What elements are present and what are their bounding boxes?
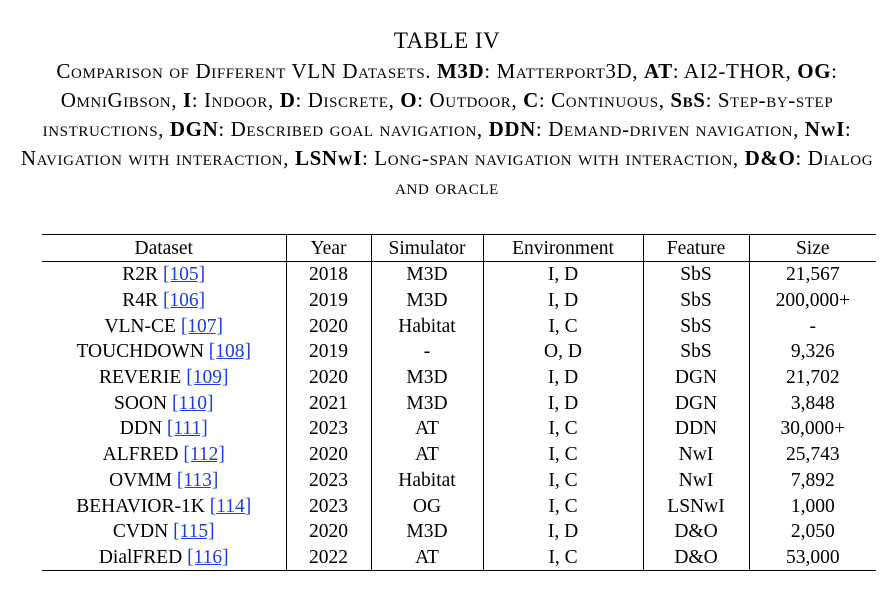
cell-environment: I, C: [483, 545, 643, 571]
cell-environment: I, C: [483, 416, 643, 442]
abbreviation-value: Step-by-step instructions: [42, 88, 834, 141]
abbreviation-key: AT: [643, 59, 673, 83]
cell-year: 2023: [286, 493, 371, 519]
cell-environment: I, D: [483, 365, 643, 391]
table-row: [42, 390, 876, 416]
cell-year: 2020: [286, 442, 371, 468]
header-dataset: Dataset: [42, 235, 286, 262]
citation-link[interactable]: [113]: [176, 469, 219, 491]
dataset-name: DialFRED: [98, 546, 183, 568]
dataset-name: R2R: [122, 264, 159, 286]
table-title: TABLE IV: [393, 28, 501, 53]
citation-link[interactable]: [111]: [166, 418, 208, 440]
dataset-name: SOON: [114, 392, 168, 414]
dataset-name: OVMM: [109, 469, 172, 491]
cell-environment: O, D: [483, 339, 643, 365]
table-body: [42, 262, 876, 571]
cell-dataset: [42, 339, 286, 365]
cell-feature: DGN: [643, 365, 749, 391]
abbreviation-value: Indoor: [204, 88, 268, 112]
dataset-name: TOUCHDOWN: [76, 341, 204, 363]
dataset-name: VLN-CE: [104, 315, 176, 337]
cell-simulator: M3D: [371, 365, 483, 391]
cell-environment: I, D: [483, 288, 643, 314]
cell-dataset: [42, 468, 286, 494]
cell-year: 2022: [286, 545, 371, 571]
table-row: [42, 313, 876, 339]
header-simulator: Simulator: [371, 235, 483, 262]
dataset-name: ALFRED: [102, 444, 179, 466]
citation-link[interactable]: [114]: [209, 495, 252, 517]
cell-size: 53,000: [749, 545, 876, 571]
citation-link[interactable]: [116]: [187, 546, 229, 568]
cell-feature: SbS: [643, 288, 749, 314]
header-year: Year: [286, 235, 371, 262]
vln-datasets-table: [42, 234, 876, 571]
dataset-name: DDN: [119, 418, 163, 440]
cell-dataset: [42, 519, 286, 545]
abbreviation-key: OG: [797, 59, 832, 83]
abbreviation-key: NwI: [804, 117, 845, 141]
cell-size: 21,702: [749, 365, 876, 391]
cell-dataset: [42, 288, 286, 314]
cell-simulator: M3D: [371, 519, 483, 545]
abbreviation-list: M3D: Matterport3D, AT: AI2-THOR, OG: OmniGibson, I: Indoor, D: Discrete, O: Outdoor, C: Continuous, SbS: Step-by-step instructions, DGN: Described goal navigation, DDN: Demand-driven navigation, NwI: Navigation with interaction, LSNwI: Long-span navigation with interaction, D&O: Dialog and oracle: [20, 59, 874, 199]
dataset-name: CVDN: [112, 521, 169, 543]
table-row: [42, 365, 876, 391]
cell-simulator: -: [371, 339, 483, 365]
cell-year: 2023: [286, 468, 371, 494]
citation-link[interactable]: [105]: [162, 264, 206, 286]
dataset-name: BEHAVIOR-1K: [76, 495, 205, 517]
table-row: [42, 493, 876, 519]
cell-simulator: AT: [371, 545, 483, 571]
citation-link[interactable]: [115]: [173, 521, 215, 543]
cell-feature: SbS: [643, 339, 749, 365]
table-row: [42, 442, 876, 468]
cell-size: 9,326: [749, 339, 876, 365]
abbreviation-value: OmniGibson: [60, 88, 172, 112]
table-caption: [20, 57, 874, 202]
dataset-name: R4R: [122, 290, 159, 312]
cell-simulator: Habitat: [371, 313, 483, 339]
cell-dataset: [42, 262, 286, 288]
cell-size: 7,892: [749, 468, 876, 494]
dataset-name: REVERIE: [99, 367, 182, 389]
cell-size: 2,050: [749, 519, 876, 545]
cell-size: 3,848: [749, 390, 876, 416]
abbreviation-key: O: [400, 88, 418, 112]
cell-year: 2021: [286, 390, 371, 416]
cell-environment: I, D: [483, 390, 643, 416]
cell-feature: DGN: [643, 390, 749, 416]
table-row: [42, 416, 876, 442]
abbreviation-value: Outdoor: [429, 88, 512, 112]
cell-environment: I, D: [483, 262, 643, 288]
cell-simulator: Habitat: [371, 468, 483, 494]
cell-dataset: [42, 416, 286, 442]
abbreviation-key: SbS: [670, 88, 706, 112]
cell-environment: I, C: [483, 313, 643, 339]
abbreviation-value: Described goal navigation: [230, 117, 477, 141]
cell-size: -: [749, 313, 876, 339]
abbreviation-key: C: [523, 88, 539, 112]
cell-feature: SbS: [643, 313, 749, 339]
cell-simulator: M3D: [371, 390, 483, 416]
cell-dataset: [42, 493, 286, 519]
abbreviation-value: Dialog and oracle: [395, 146, 874, 199]
cell-feature: NwI: [643, 468, 749, 494]
citation-link[interactable]: [106]: [162, 290, 206, 312]
cell-year: 2018: [286, 262, 371, 288]
abbreviation-key: D&O: [744, 146, 796, 170]
abbreviation-value: Discrete: [307, 88, 389, 112]
cell-size: 25,743: [749, 442, 876, 468]
cell-size: 1,000: [749, 493, 876, 519]
abbreviation-value: Continuous: [551, 88, 659, 112]
cell-feature: NwI: [643, 442, 749, 468]
header-environment: Environment: [483, 235, 643, 262]
cell-year: 2020: [286, 365, 371, 391]
cell-environment: I, C: [483, 468, 643, 494]
table-row: [42, 468, 876, 494]
abbreviation-value: Long-span navigation with interaction: [374, 146, 733, 170]
cell-feature: SbS: [643, 262, 749, 288]
cell-year: 2019: [286, 288, 371, 314]
citation-link[interactable]: [109]: [186, 367, 229, 389]
citation-link[interactable]: [107]: [180, 315, 224, 337]
citation-link[interactable]: [108]: [208, 341, 252, 363]
abbreviation-value: Navigation with interaction: [20, 146, 284, 170]
abbreviation-key: LSNwI: [294, 146, 362, 170]
cell-environment: I, C: [483, 442, 643, 468]
cell-year: 2020: [286, 313, 371, 339]
cell-simulator: OG: [371, 493, 483, 519]
cell-feature: D&O: [643, 519, 749, 545]
abbreviation-key: DDN: [488, 117, 536, 141]
cell-dataset: [42, 545, 286, 571]
cell-feature: DDN: [643, 416, 749, 442]
cell-feature: LSNwI: [643, 493, 749, 519]
abbreviation-key: D: [279, 88, 296, 112]
table-row: [42, 519, 876, 545]
cell-size: 30,000+: [749, 416, 876, 442]
cell-environment: I, C: [483, 493, 643, 519]
header-size: Size: [749, 235, 876, 262]
citation-link[interactable]: [112]: [183, 444, 225, 466]
abbreviation-value: Matterport3D: [496, 59, 633, 83]
cell-simulator: M3D: [371, 288, 483, 314]
header-row: [42, 235, 876, 262]
abbreviation-key: I: [182, 88, 192, 112]
cell-year: 2020: [286, 519, 371, 545]
cell-dataset: [42, 442, 286, 468]
table-row: [42, 288, 876, 314]
abbreviation-key: M3D: [436, 59, 485, 83]
abbreviation-value: Demand-driven navigation: [548, 117, 794, 141]
caption-lead: Comparison of Different VLN Datasets.: [56, 59, 432, 83]
citation-link[interactable]: [110]: [171, 392, 214, 414]
cell-dataset: [42, 313, 286, 339]
cell-year: 2019: [286, 339, 371, 365]
table-row: [42, 545, 876, 571]
cell-environment: I, D: [483, 519, 643, 545]
cell-dataset: [42, 365, 286, 391]
cell-dataset: [42, 390, 286, 416]
abbreviation-key: DGN: [169, 117, 219, 141]
header-feature: Feature: [643, 235, 749, 262]
cell-simulator: M3D: [371, 262, 483, 288]
abbreviation-value: AI2-THOR: [683, 59, 786, 83]
cell-feature: D&O: [643, 545, 749, 571]
cell-simulator: AT: [371, 416, 483, 442]
table-row: [42, 339, 876, 365]
cell-size: 200,000+: [749, 288, 876, 314]
cell-simulator: AT: [371, 442, 483, 468]
cell-year: 2023: [286, 416, 371, 442]
table-row: [42, 262, 876, 288]
cell-size: 21,567: [749, 262, 876, 288]
